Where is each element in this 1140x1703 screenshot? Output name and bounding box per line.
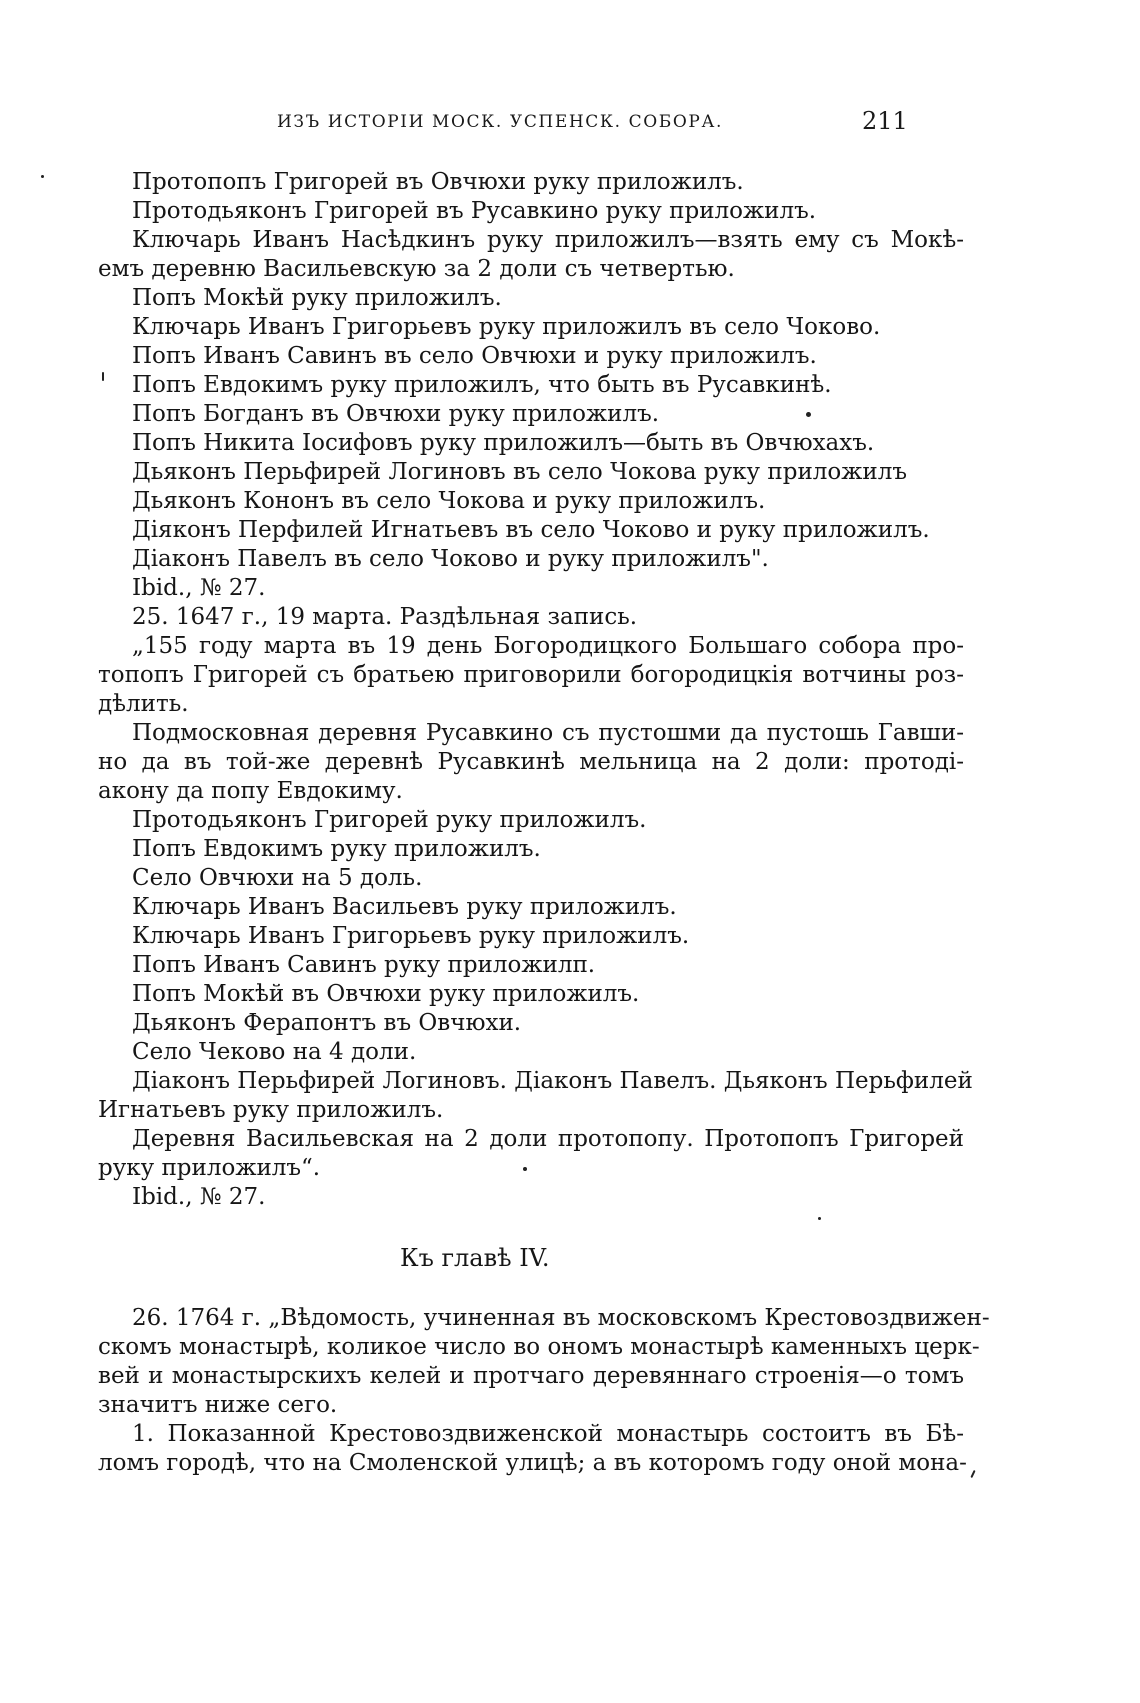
text-line: Ключарь Иванъ Григорьевъ руку приложилъ. xyxy=(132,923,690,949)
scan-speck xyxy=(102,372,104,381)
text-line: Діяконъ Перфилей Игнатьевъ въ село Чоково и руку приложилъ. xyxy=(132,517,930,543)
text-line: дѣлить. xyxy=(98,691,189,717)
text-line: Діаконъ Павелъ въ село Чоково и руку приложилъ". xyxy=(132,546,769,572)
text-line: Ключарь Иванъ Насѣдкинъ руку приложилъ—взять ему съ Мокѣ- xyxy=(132,227,964,253)
text-line: Протодьяконъ Григорей руку приложилъ. xyxy=(132,807,647,833)
citation: Ibid., № 27. xyxy=(132,575,266,601)
text-line: Попъ Евдокимъ руку приложилъ, что быть въ Русавкинѣ. xyxy=(132,372,832,398)
text-line: ломъ городѣ, что на Смоленской улицѣ; а въ которомъ году оной мона- xyxy=(98,1450,967,1476)
text-line: 26. 1764 г. „Вѣдомость, учиненная въ московскомъ Крестовоздвижен- xyxy=(132,1305,990,1331)
text-line: Ключарь Иванъ Григорьевъ руку приложилъ въ село Чоково. xyxy=(132,314,881,340)
text-line: топопъ Григорей съ братьею приговорили богородицкія вотчины роз- xyxy=(98,662,964,688)
text-line: Дьяконъ Кононъ въ село Чокова и руку приложилъ. xyxy=(132,488,766,514)
text-line: Дьяконъ Ферапонтъ въ Овчюхи. xyxy=(132,1010,522,1036)
text-line: Діаконъ Перьфирей Логиновъ. Діаконъ Павелъ. Дьяконъ Перьфилей xyxy=(132,1068,973,1094)
text-line: вей и монастырскихъ келей и протчаго деревяннаго строенія—о томъ xyxy=(98,1363,964,1389)
text-line: Попъ Богданъ въ Овчюхи руку приложилъ. xyxy=(132,401,660,427)
text-line: скомъ монастырѣ, коликое число во ономъ монастырѣ каменныхъ церк- xyxy=(98,1334,980,1360)
text-line: Село Овчюхи на 5 доль. xyxy=(132,865,423,891)
scan-speck xyxy=(970,1470,975,1478)
text-line: но да въ той-же деревнѣ Русавкинѣ мельница на 2 доли: протоді- xyxy=(98,749,964,775)
text-line: Попъ Мокѣй руку приложилъ. xyxy=(132,285,502,311)
running-title: ИЗЪ ИСТОРІИ МОСК. УСПЕНСК. СОБОРА. xyxy=(277,112,723,132)
text-line: руку приложилъ“. xyxy=(98,1155,321,1181)
text-line: Ключарь Иванъ Васильевъ руку приложилъ. xyxy=(132,894,677,920)
text-line: Подмосковная деревня Русавкино съ пустошми да пустошь Гавши- xyxy=(132,720,964,746)
text-line: Попъ Никита Іосифовъ руку приложилъ—быть въ Овчюхахъ. xyxy=(132,430,875,456)
text-line: Попъ Иванъ Савинъ руку приложилп. xyxy=(132,952,596,978)
chapter-heading: Къ главѣ IV. xyxy=(400,1244,550,1272)
scan-speck xyxy=(818,1217,821,1220)
text-line: Деревня Васильевская на 2 доли протопопу. Протопопъ Григорей xyxy=(132,1126,964,1152)
text-line: Протопопъ Григорей въ Овчюхи руку приложилъ. xyxy=(132,169,744,195)
scan-speck xyxy=(523,1167,527,1171)
text-line: акону да попу Евдокиму. xyxy=(98,778,403,804)
scan-speck xyxy=(41,175,44,178)
text-line: Село Чеково на 4 доли. xyxy=(132,1039,417,1065)
text-line: емъ деревню Васильевскую за 2 доли съ четвертью. xyxy=(98,256,735,282)
text-line: 1. Показанной Крестовоздвиженской монастырь состоитъ въ Бѣ- xyxy=(132,1421,964,1447)
scan-speck xyxy=(806,412,811,417)
text-line: Протодьяконъ Григорей въ Русавкино руку приложилъ. xyxy=(132,198,817,224)
text-line: Попъ Мокѣй въ Овчюхи руку приложилъ. xyxy=(132,981,640,1007)
text-line: значитъ ниже сего. xyxy=(98,1392,338,1418)
text-line: Игнатьевъ руку приложилъ. xyxy=(98,1097,444,1123)
page-number: 211 xyxy=(862,107,908,135)
text-line: Дьяконъ Перьфирей Логиновъ въ село Чокова руку приложилъ xyxy=(132,459,907,485)
document-heading: 25. 1647 г., 19 марта. Раздѣльная запись. xyxy=(132,604,638,630)
text-line: Попъ Евдокимъ руку приложилъ. xyxy=(132,836,541,862)
citation: Ibid., № 27. xyxy=(132,1184,266,1210)
text-line: „155 году марта въ 19 день Богородицкого Большаго собора про- xyxy=(132,633,964,659)
text-line: Попъ Иванъ Савинъ въ село Овчюхи и руку приложилъ. xyxy=(132,343,817,369)
